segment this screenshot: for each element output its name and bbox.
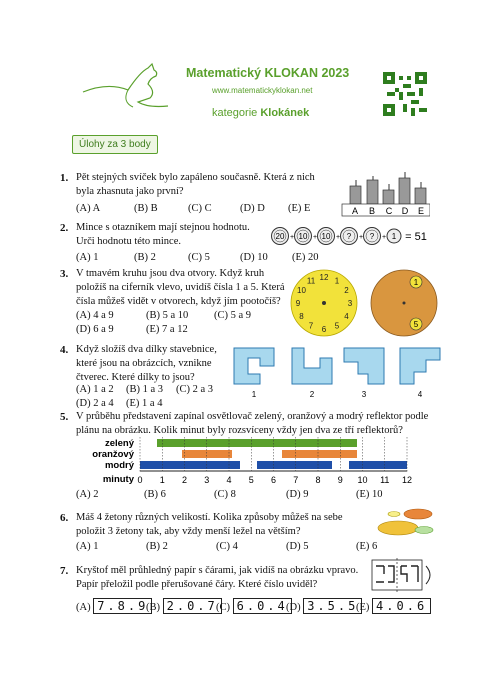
building-pieces [230, 344, 445, 400]
tick-label: 3 [204, 475, 210, 485]
tick-label: 10 [357, 475, 368, 485]
axis-label: minuty [102, 474, 134, 485]
q4-number: 4. [60, 344, 69, 356]
q1-option-a[interactable]: (A) A [76, 203, 101, 214]
bar-blue [140, 461, 240, 469]
piece-2 [292, 348, 332, 384]
tick-label: 4 [226, 475, 232, 485]
q6-option-e[interactable]: (E) 6 [356, 541, 378, 552]
candle [415, 188, 426, 204]
coins-sum: = 51 [405, 231, 427, 243]
q2-option-c[interactable]: (C) 5 [188, 252, 210, 263]
dial-number: 10 [297, 286, 306, 295]
candle-label: E [417, 206, 425, 216]
clock-dial [289, 268, 359, 338]
q1-option-b[interactable]: (B) B [134, 203, 158, 214]
tick-label: 1 [159, 475, 165, 485]
q4-option-a[interactable]: (A) 1 a 2 [76, 384, 114, 395]
q7-option-d[interactable]: (D) 3.5.5 [286, 598, 362, 614]
contest-title: Matematický KLOKAN 2023 [186, 66, 350, 80]
q1-number: 1. [60, 172, 69, 184]
q4-option-e[interactable]: (E) 1 a 4 [126, 398, 163, 409]
q4-option-c[interactable]: (C) 2 a 3 [176, 384, 214, 395]
q5-option-a[interactable]: (A) 2 [76, 489, 99, 500]
candle-label: B [368, 206, 376, 216]
digit-display: 3.5.5 [303, 598, 362, 614]
hole-number: 1 [413, 278, 419, 287]
q7-option-e[interactable]: (E) 4.0.6 [356, 598, 431, 614]
q3-option-a[interactable]: (A) 4 a 9 [76, 310, 114, 321]
category-name: Klokánek [260, 107, 310, 119]
bar-orange [182, 450, 232, 458]
tick-label: 9 [337, 475, 343, 485]
transparent-paper-figure [370, 558, 436, 592]
dial-number: 1 [334, 276, 340, 286]
q1-option-e[interactable]: (E) E [288, 203, 311, 214]
digit-display: 7.8.9 [93, 598, 152, 614]
bar-label-green: zelený [104, 438, 134, 449]
hole-number: 5 [413, 320, 419, 329]
q7-option-b[interactable]: (B) 2.0.7 [146, 598, 222, 614]
piece-label: 1 [251, 390, 257, 399]
qr-code-icon[interactable] [383, 72, 427, 116]
candle-label: D [401, 206, 409, 216]
q2-option-b[interactable]: (B) 2 [134, 252, 156, 263]
q3-option-b[interactable]: (B) 5 a 10 [146, 310, 189, 321]
reflector-timeline [84, 437, 424, 487]
tick-label: 2 [181, 475, 188, 485]
q4-text: Když složíš dva dílky stavebnice, které jsou na obrázcích, vznikne čtverec. Které dílky to jsou? [76, 344, 217, 383]
piece-label: 4 [417, 390, 423, 399]
q2-option-a[interactable]: (A) 1 [76, 252, 99, 263]
token [378, 521, 418, 535]
candle [399, 178, 410, 204]
svg-text:+: + [358, 234, 364, 241]
dial-number: 8 [299, 312, 304, 321]
digit-display: 2.0.7 [163, 598, 222, 614]
coins-equation [270, 226, 430, 246]
q6-option-c[interactable]: (C) 4 [216, 541, 238, 552]
bar-blue [349, 461, 407, 469]
coin: 10 [298, 232, 308, 241]
bar-label-blue: modrý [104, 460, 134, 471]
q5-number: 5. [60, 411, 69, 423]
svg-text:+: + [312, 234, 318, 241]
q5-option-e[interactable]: (E) 10 [356, 489, 383, 500]
q3-option-e[interactable]: (E) 7 a 12 [146, 324, 188, 335]
q2-option-d[interactable]: (D) 10 [240, 252, 268, 263]
q7-option-a[interactable]: (A) 7.8.9 [76, 598, 152, 614]
digit-display: 6.0.4 [233, 598, 292, 614]
bar-blue [257, 461, 332, 469]
tick-label: 11 [380, 475, 390, 485]
q3-option-d[interactable]: (D) 6 a 9 [76, 324, 114, 335]
q7-text: Kryštof měl průhledný papír s čárami, jak vidíš na obrázku vpravo. Papír přeložil podle přerušované čáry. Které číslo uviděl? [76, 565, 359, 590]
candles-figure [338, 172, 430, 218]
contest-url[interactable]: www.matematickyklokan.net [212, 86, 313, 95]
q3-text: V tmavém kruhu jsou dva otvory. Když kruh položíš na ciferník vlevo, uvidíš čísla 1 a 5. Která čísla můžeš vidět v otvorech, když jím pootočíš? [76, 268, 285, 307]
q2-option-e[interactable]: (E) 20 [292, 252, 319, 263]
q6-option-d[interactable]: (D) 5 [286, 541, 309, 552]
q5-option-b[interactable]: (B) 6 [144, 489, 166, 500]
dial-number: 9 [295, 299, 301, 308]
dial-number: 7 [308, 321, 314, 331]
q6-option-a[interactable]: (A) 1 [76, 541, 99, 552]
dial-number: 6 [321, 325, 327, 334]
piece-3 [344, 348, 384, 384]
piece-label: 3 [361, 390, 367, 399]
token [388, 512, 400, 517]
piece-4 [400, 348, 440, 384]
svg-text:+: + [381, 234, 387, 241]
q3-number: 3. [60, 268, 69, 280]
q7-number: 7. [60, 565, 69, 577]
kangaroo-logo [78, 62, 178, 117]
candle [350, 186, 361, 204]
coin: 1 [391, 232, 397, 241]
tick-label: 12 [401, 475, 413, 485]
token [415, 527, 433, 534]
q6-option-b[interactable]: (B) 2 [146, 541, 168, 552]
candle-label: C [385, 206, 393, 216]
bar-green [157, 439, 357, 447]
piece-1 [234, 348, 274, 384]
dark-disk [369, 268, 439, 338]
q2-text: Mince s otazníkem mají stejnou hodnotu. Urči hodnotu této mince. [76, 222, 250, 247]
candle [383, 190, 394, 204]
dial-number: 5 [334, 321, 340, 331]
section-label: Úlohy za 3 body [72, 135, 158, 154]
dial-number: 2 [344, 286, 349, 295]
tick-label: 6 [270, 475, 277, 485]
q6-number: 6. [60, 512, 69, 524]
category-label: kategorie Klokánek [212, 107, 310, 119]
coin: 10 [321, 232, 331, 241]
q7-option-c[interactable]: (C) 6.0.4 [216, 598, 292, 614]
tick-label: 7 [293, 475, 299, 485]
tick-label: 8 [315, 475, 321, 485]
svg-text:+: + [335, 234, 341, 241]
q3-option-c[interactable]: (C) 5 a 9 [214, 310, 252, 321]
token [404, 509, 432, 519]
q5-option-c[interactable]: (C) 8 [214, 489, 236, 500]
coin: ? [369, 232, 375, 241]
tokens-figure [374, 506, 444, 538]
q2-number: 2. [60, 222, 69, 234]
bar-orange [282, 450, 357, 458]
piece-label: 2 [309, 390, 315, 399]
tick-label: 5 [248, 475, 254, 485]
dial-number: 11 [306, 276, 316, 286]
q4-option-d[interactable]: (D) 2 a 4 [76, 398, 114, 409]
q6-text: Máš 4 žetony různých velikostí. Kolika způsoby můžeš na sebe položit 3 žetony tak, aby vždy menší ležel na větším? [76, 512, 343, 537]
svg-text:+: + [289, 234, 295, 241]
q5-text: V průběhu představení zapínal osvětlovač zelený, oranžový a modrý reflektor podle plánu na obrázku. Kolik minut byly rozsvíceny vždy jen dva ze tří reflektorů? [76, 411, 429, 436]
q5-option-d[interactable]: (D) 9 [286, 489, 309, 500]
dial-number: 4 [344, 312, 349, 321]
tick-label: 0 [137, 475, 143, 485]
q1-option-c[interactable]: (C) C [188, 203, 212, 214]
coin: ? [346, 232, 352, 241]
q1-option-d[interactable]: (D) D [240, 203, 265, 214]
candle-label: A [351, 206, 359, 216]
dial-number: 3 [347, 299, 353, 308]
q4-option-b[interactable]: (B) 1 a 3 [126, 384, 164, 395]
bar-label-orange: oranžový [92, 449, 134, 460]
candle [367, 180, 378, 204]
digit-display: 4.0.6 [372, 598, 431, 614]
coin: 20 [275, 232, 285, 241]
dial-number: 12 [319, 273, 329, 282]
q1-text: Pět stejných svíček bylo zapáleno současně. Která z nich byla zhasnuta jako první? [76, 172, 315, 197]
